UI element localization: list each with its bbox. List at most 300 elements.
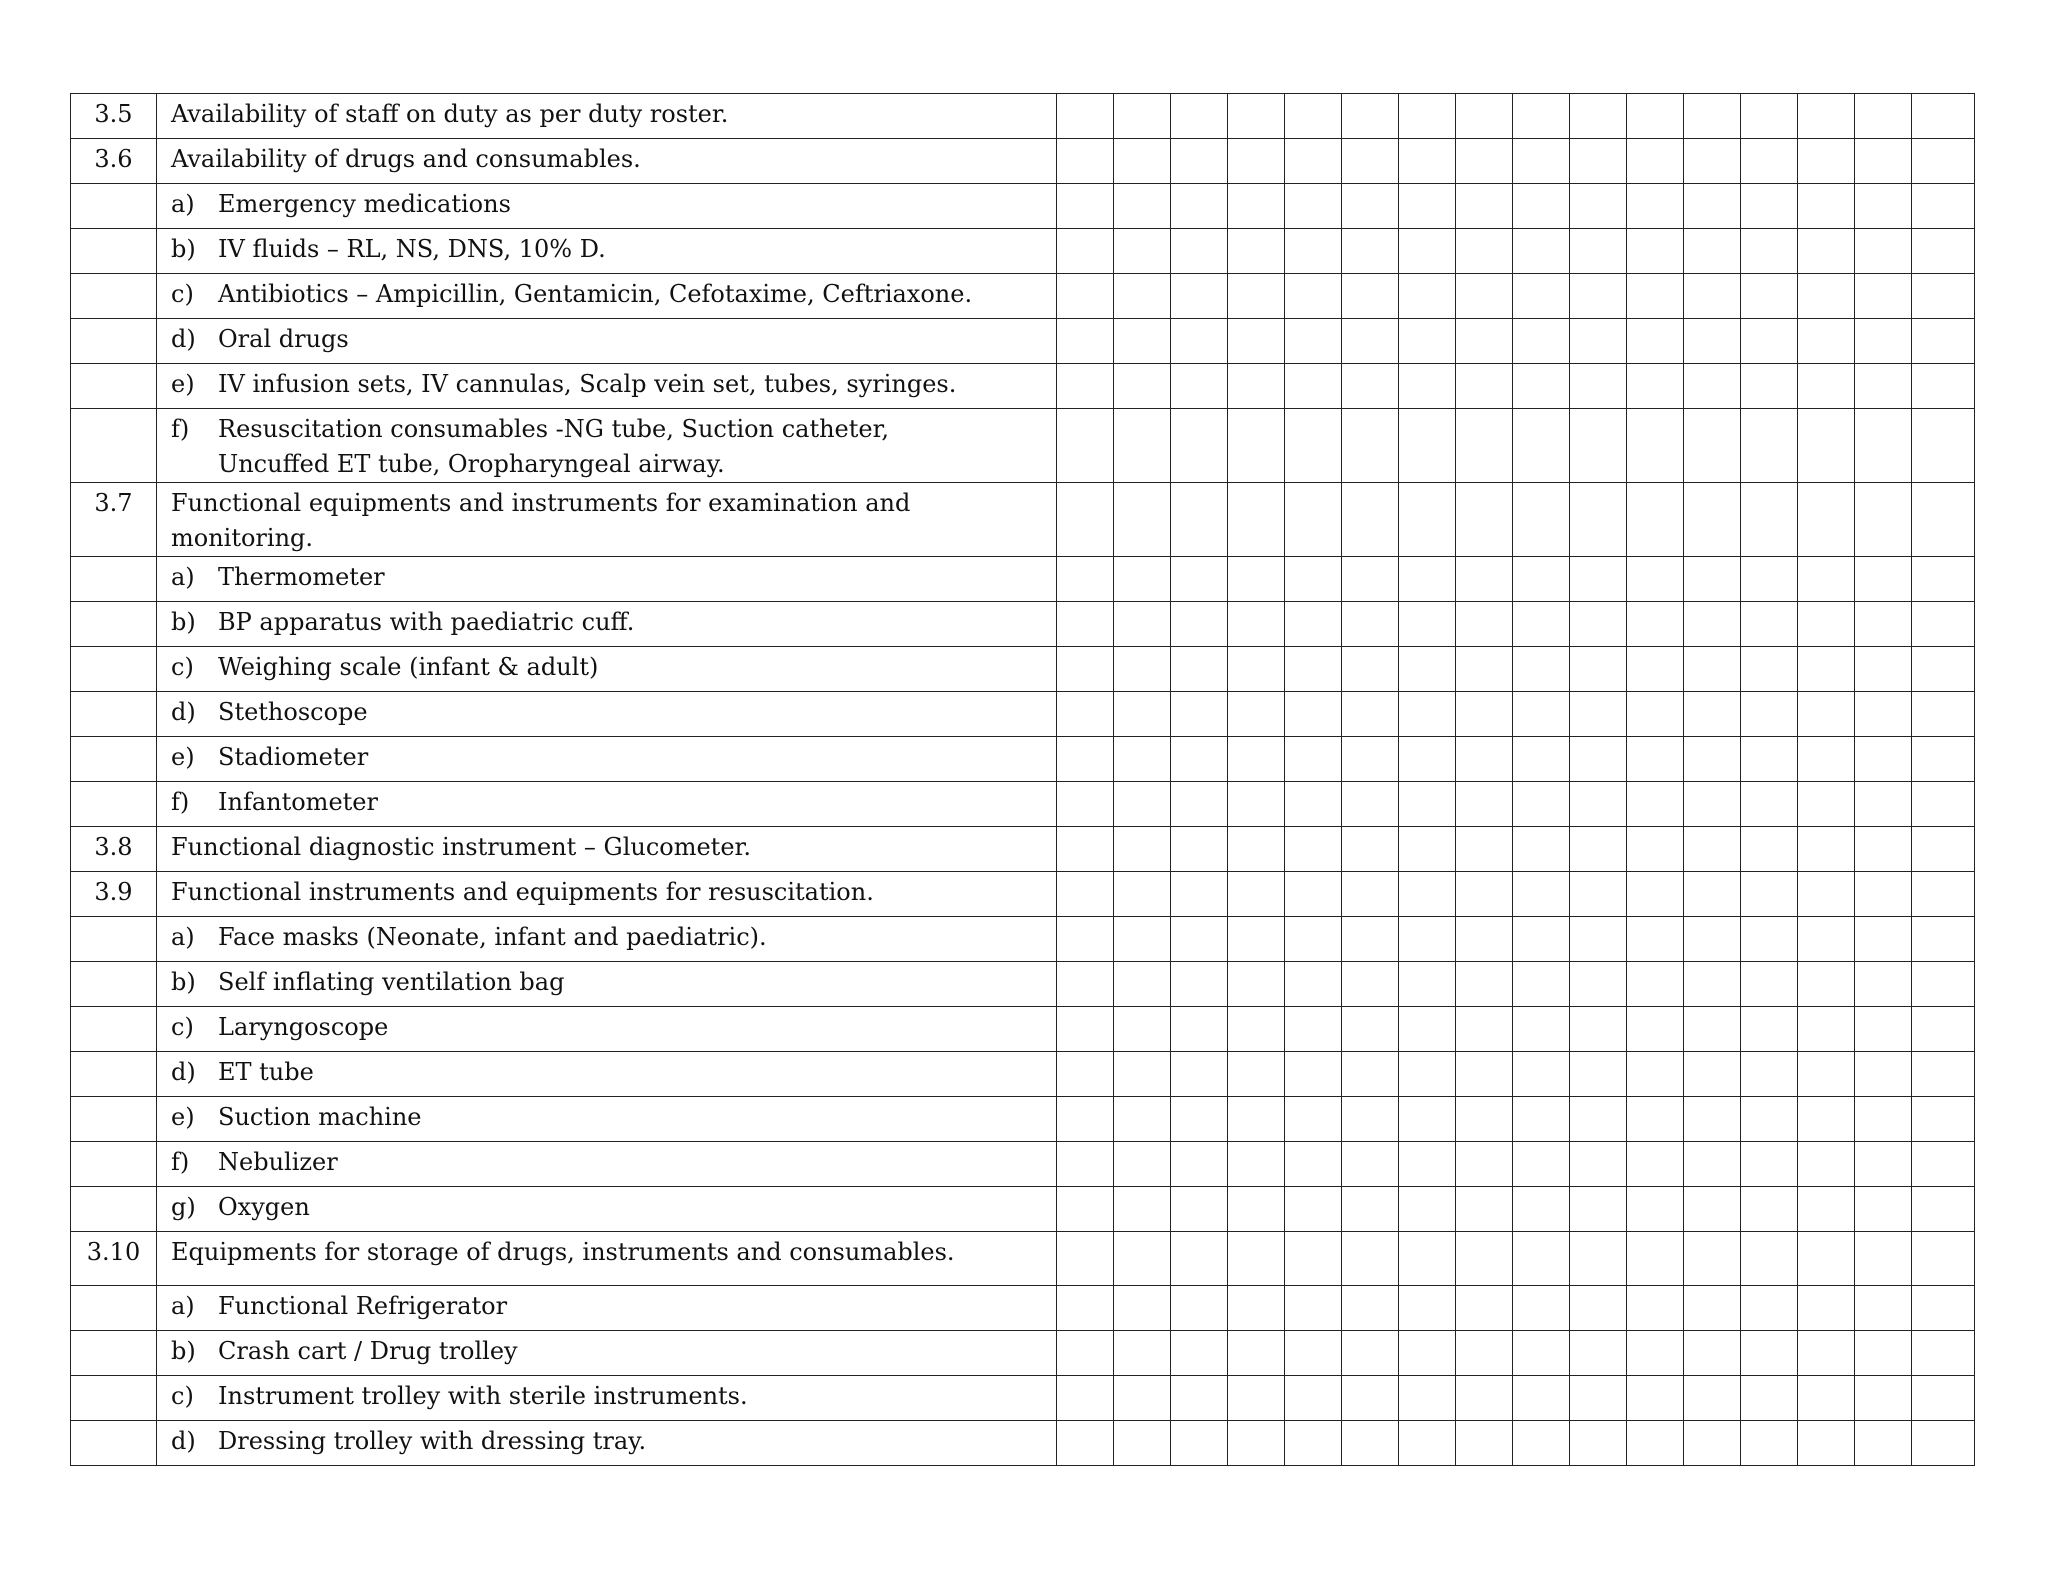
score-cell[interactable] <box>1342 364 1399 409</box>
score-cell[interactable] <box>1912 1097 1975 1142</box>
score-cell[interactable] <box>1627 872 1684 917</box>
score-cell[interactable] <box>1684 872 1741 917</box>
score-cell[interactable] <box>1855 1052 1912 1097</box>
score-cell[interactable] <box>1855 962 1912 1007</box>
score-cell[interactable] <box>1114 557 1171 602</box>
score-cell[interactable] <box>1798 1097 1855 1142</box>
score-cell[interactable] <box>1342 139 1399 184</box>
score-cell[interactable] <box>1570 364 1627 409</box>
score-cell[interactable] <box>1570 1331 1627 1376</box>
score-cell[interactable] <box>1741 139 1798 184</box>
score-cell[interactable] <box>1171 1187 1228 1232</box>
score-cell[interactable] <box>1684 229 1741 274</box>
score-cell[interactable] <box>1798 94 1855 139</box>
score-cell[interactable] <box>1855 1286 1912 1331</box>
score-cell[interactable] <box>1513 827 1570 872</box>
score-cell[interactable] <box>1057 139 1114 184</box>
score-cell[interactable] <box>1057 962 1114 1007</box>
score-cell[interactable] <box>1456 1007 1513 1052</box>
score-cell[interactable] <box>1228 1286 1285 1331</box>
score-cell[interactable] <box>1114 827 1171 872</box>
score-cell[interactable] <box>1741 483 1798 557</box>
score-cell[interactable] <box>1285 962 1342 1007</box>
score-cell[interactable] <box>1171 1142 1228 1187</box>
score-cell[interactable] <box>1912 602 1975 647</box>
score-cell[interactable] <box>1171 1376 1228 1421</box>
score-cell[interactable] <box>1342 872 1399 917</box>
score-cell[interactable] <box>1171 557 1228 602</box>
score-cell[interactable] <box>1228 184 1285 229</box>
score-cell[interactable] <box>1342 184 1399 229</box>
score-cell[interactable] <box>1912 1232 1975 1286</box>
score-cell[interactable] <box>1627 647 1684 692</box>
score-cell[interactable] <box>1798 1376 1855 1421</box>
score-cell[interactable] <box>1171 1232 1228 1286</box>
score-cell[interactable] <box>1342 94 1399 139</box>
score-cell[interactable] <box>1114 139 1171 184</box>
score-cell[interactable] <box>1741 274 1798 319</box>
score-cell[interactable] <box>1228 647 1285 692</box>
score-cell[interactable] <box>1399 827 1456 872</box>
score-cell[interactable] <box>1171 647 1228 692</box>
score-cell[interactable] <box>1741 1007 1798 1052</box>
score-cell[interactable] <box>1342 602 1399 647</box>
score-cell[interactable] <box>1171 737 1228 782</box>
score-cell[interactable] <box>1456 1331 1513 1376</box>
score-cell[interactable] <box>1627 782 1684 827</box>
score-cell[interactable] <box>1741 962 1798 1007</box>
score-cell[interactable] <box>1570 872 1627 917</box>
score-cell[interactable] <box>1741 184 1798 229</box>
score-cell[interactable] <box>1798 647 1855 692</box>
score-cell[interactable] <box>1228 1376 1285 1421</box>
score-cell[interactable] <box>1057 229 1114 274</box>
score-cell[interactable] <box>1798 409 1855 483</box>
score-cell[interactable] <box>1798 737 1855 782</box>
score-cell[interactable] <box>1114 483 1171 557</box>
score-cell[interactable] <box>1855 184 1912 229</box>
score-cell[interactable] <box>1513 602 1570 647</box>
score-cell[interactable] <box>1342 647 1399 692</box>
score-cell[interactable] <box>1171 274 1228 319</box>
score-cell[interactable] <box>1057 1142 1114 1187</box>
score-cell[interactable] <box>1798 602 1855 647</box>
score-cell[interactable] <box>1171 1421 1228 1466</box>
score-cell[interactable] <box>1456 94 1513 139</box>
score-cell[interactable] <box>1912 647 1975 692</box>
score-cell[interactable] <box>1228 139 1285 184</box>
score-cell[interactable] <box>1456 1421 1513 1466</box>
score-cell[interactable] <box>1570 917 1627 962</box>
score-cell[interactable] <box>1912 1421 1975 1466</box>
score-cell[interactable] <box>1285 409 1342 483</box>
score-cell[interactable] <box>1627 1142 1684 1187</box>
score-cell[interactable] <box>1570 94 1627 139</box>
score-cell[interactable] <box>1399 962 1456 1007</box>
score-cell[interactable] <box>1114 1187 1171 1232</box>
score-cell[interactable] <box>1627 557 1684 602</box>
score-cell[interactable] <box>1684 782 1741 827</box>
score-cell[interactable] <box>1342 483 1399 557</box>
score-cell[interactable] <box>1285 1376 1342 1421</box>
score-cell[interactable] <box>1057 647 1114 692</box>
score-cell[interactable] <box>1684 1286 1741 1331</box>
score-cell[interactable] <box>1285 827 1342 872</box>
score-cell[interactable] <box>1570 274 1627 319</box>
score-cell[interactable] <box>1456 647 1513 692</box>
score-cell[interactable] <box>1285 737 1342 782</box>
score-cell[interactable] <box>1342 409 1399 483</box>
score-cell[interactable] <box>1855 1097 1912 1142</box>
score-cell[interactable] <box>1342 692 1399 737</box>
score-cell[interactable] <box>1513 483 1570 557</box>
score-cell[interactable] <box>1399 274 1456 319</box>
score-cell[interactable] <box>1912 1376 1975 1421</box>
score-cell[interactable] <box>1627 917 1684 962</box>
score-cell[interactable] <box>1114 1007 1171 1052</box>
score-cell[interactable] <box>1057 827 1114 872</box>
score-cell[interactable] <box>1285 647 1342 692</box>
score-cell[interactable] <box>1570 184 1627 229</box>
score-cell[interactable] <box>1627 409 1684 483</box>
score-cell[interactable] <box>1285 557 1342 602</box>
score-cell[interactable] <box>1057 364 1114 409</box>
score-cell[interactable] <box>1912 319 1975 364</box>
score-cell[interactable] <box>1684 1052 1741 1097</box>
score-cell[interactable] <box>1399 557 1456 602</box>
score-cell[interactable] <box>1456 364 1513 409</box>
score-cell[interactable] <box>1171 1052 1228 1097</box>
score-cell[interactable] <box>1627 184 1684 229</box>
score-cell[interactable] <box>1342 1187 1399 1232</box>
score-cell[interactable] <box>1057 1187 1114 1232</box>
score-cell[interactable] <box>1285 1232 1342 1286</box>
score-cell[interactable] <box>1057 692 1114 737</box>
score-cell[interactable] <box>1114 274 1171 319</box>
score-cell[interactable] <box>1342 782 1399 827</box>
score-cell[interactable] <box>1912 409 1975 483</box>
score-cell[interactable] <box>1627 483 1684 557</box>
score-cell[interactable] <box>1855 557 1912 602</box>
score-cell[interactable] <box>1057 602 1114 647</box>
score-cell[interactable] <box>1513 229 1570 274</box>
score-cell[interactable] <box>1171 184 1228 229</box>
score-cell[interactable] <box>1456 229 1513 274</box>
score-cell[interactable] <box>1912 184 1975 229</box>
score-cell[interactable] <box>1627 319 1684 364</box>
score-cell[interactable] <box>1456 917 1513 962</box>
score-cell[interactable] <box>1627 139 1684 184</box>
score-cell[interactable] <box>1285 1286 1342 1331</box>
score-cell[interactable] <box>1513 782 1570 827</box>
score-cell[interactable] <box>1912 1331 1975 1376</box>
score-cell[interactable] <box>1285 1187 1342 1232</box>
score-cell[interactable] <box>1057 184 1114 229</box>
score-cell[interactable] <box>1570 1421 1627 1466</box>
score-cell[interactable] <box>1171 692 1228 737</box>
score-cell[interactable] <box>1570 827 1627 872</box>
score-cell[interactable] <box>1342 274 1399 319</box>
score-cell[interactable] <box>1855 1421 1912 1466</box>
score-cell[interactable] <box>1627 737 1684 782</box>
score-cell[interactable] <box>1684 1007 1741 1052</box>
score-cell[interactable] <box>1171 409 1228 483</box>
score-cell[interactable] <box>1228 737 1285 782</box>
score-cell[interactable] <box>1513 1421 1570 1466</box>
score-cell[interactable] <box>1513 1142 1570 1187</box>
score-cell[interactable] <box>1798 1007 1855 1052</box>
score-cell[interactable] <box>1057 274 1114 319</box>
score-cell[interactable] <box>1171 782 1228 827</box>
score-cell[interactable] <box>1855 917 1912 962</box>
score-cell[interactable] <box>1912 483 1975 557</box>
score-cell[interactable] <box>1456 274 1513 319</box>
score-cell[interactable] <box>1399 229 1456 274</box>
score-cell[interactable] <box>1798 184 1855 229</box>
score-cell[interactable] <box>1798 1331 1855 1376</box>
score-cell[interactable] <box>1228 602 1285 647</box>
score-cell[interactable] <box>1342 1097 1399 1142</box>
score-cell[interactable] <box>1627 1376 1684 1421</box>
score-cell[interactable] <box>1171 1097 1228 1142</box>
score-cell[interactable] <box>1456 827 1513 872</box>
score-cell[interactable] <box>1171 229 1228 274</box>
score-cell[interactable] <box>1114 737 1171 782</box>
score-cell[interactable] <box>1798 557 1855 602</box>
score-cell[interactable] <box>1570 1286 1627 1331</box>
score-cell[interactable] <box>1114 1286 1171 1331</box>
score-cell[interactable] <box>1456 1376 1513 1421</box>
score-cell[interactable] <box>1684 647 1741 692</box>
score-cell[interactable] <box>1114 692 1171 737</box>
score-cell[interactable] <box>1798 1286 1855 1331</box>
score-cell[interactable] <box>1570 1187 1627 1232</box>
score-cell[interactable] <box>1456 483 1513 557</box>
score-cell[interactable] <box>1570 409 1627 483</box>
score-cell[interactable] <box>1228 1232 1285 1286</box>
score-cell[interactable] <box>1399 1007 1456 1052</box>
score-cell[interactable] <box>1228 827 1285 872</box>
score-cell[interactable] <box>1285 274 1342 319</box>
score-cell[interactable] <box>1627 1007 1684 1052</box>
score-cell[interactable] <box>1798 229 1855 274</box>
score-cell[interactable] <box>1228 364 1285 409</box>
score-cell[interactable] <box>1741 1331 1798 1376</box>
score-cell[interactable] <box>1456 872 1513 917</box>
score-cell[interactable] <box>1285 1052 1342 1097</box>
score-cell[interactable] <box>1684 184 1741 229</box>
score-cell[interactable] <box>1684 483 1741 557</box>
score-cell[interactable] <box>1285 692 1342 737</box>
score-cell[interactable] <box>1684 1097 1741 1142</box>
score-cell[interactable] <box>1399 647 1456 692</box>
score-cell[interactable] <box>1855 1187 1912 1232</box>
score-cell[interactable] <box>1228 782 1285 827</box>
score-cell[interactable] <box>1114 184 1171 229</box>
score-cell[interactable] <box>1228 872 1285 917</box>
score-cell[interactable] <box>1342 319 1399 364</box>
score-cell[interactable] <box>1684 962 1741 1007</box>
score-cell[interactable] <box>1114 1097 1171 1142</box>
score-cell[interactable] <box>1171 1286 1228 1331</box>
score-cell[interactable] <box>1342 737 1399 782</box>
score-cell[interactable] <box>1399 782 1456 827</box>
score-cell[interactable] <box>1741 1052 1798 1097</box>
score-cell[interactable] <box>1855 483 1912 557</box>
score-cell[interactable] <box>1855 647 1912 692</box>
score-cell[interactable] <box>1741 409 1798 483</box>
score-cell[interactable] <box>1855 782 1912 827</box>
score-cell[interactable] <box>1855 1007 1912 1052</box>
score-cell[interactable] <box>1399 139 1456 184</box>
score-cell[interactable] <box>1570 1232 1627 1286</box>
score-cell[interactable] <box>1855 827 1912 872</box>
score-cell[interactable] <box>1684 1376 1741 1421</box>
score-cell[interactable] <box>1114 1142 1171 1187</box>
score-cell[interactable] <box>1513 94 1570 139</box>
score-cell[interactable] <box>1114 962 1171 1007</box>
score-cell[interactable] <box>1627 1187 1684 1232</box>
score-cell[interactable] <box>1798 274 1855 319</box>
score-cell[interactable] <box>1741 94 1798 139</box>
score-cell[interactable] <box>1798 1232 1855 1286</box>
score-cell[interactable] <box>1114 647 1171 692</box>
score-cell[interactable] <box>1684 827 1741 872</box>
score-cell[interactable] <box>1456 737 1513 782</box>
score-cell[interactable] <box>1627 692 1684 737</box>
score-cell[interactable] <box>1285 872 1342 917</box>
score-cell[interactable] <box>1114 409 1171 483</box>
score-cell[interactable] <box>1285 483 1342 557</box>
score-cell[interactable] <box>1342 1376 1399 1421</box>
score-cell[interactable] <box>1912 737 1975 782</box>
score-cell[interactable] <box>1798 1142 1855 1187</box>
score-cell[interactable] <box>1456 602 1513 647</box>
score-cell[interactable] <box>1171 962 1228 1007</box>
score-cell[interactable] <box>1570 1097 1627 1142</box>
score-cell[interactable] <box>1912 364 1975 409</box>
score-cell[interactable] <box>1570 319 1627 364</box>
score-cell[interactable] <box>1342 1052 1399 1097</box>
score-cell[interactable] <box>1171 139 1228 184</box>
score-cell[interactable] <box>1684 1142 1741 1187</box>
score-cell[interactable] <box>1399 184 1456 229</box>
score-cell[interactable] <box>1456 409 1513 483</box>
score-cell[interactable] <box>1513 647 1570 692</box>
score-cell[interactable] <box>1684 557 1741 602</box>
score-cell[interactable] <box>1684 737 1741 782</box>
score-cell[interactable] <box>1912 139 1975 184</box>
score-cell[interactable] <box>1342 229 1399 274</box>
score-cell[interactable] <box>1513 1232 1570 1286</box>
score-cell[interactable] <box>1057 483 1114 557</box>
score-cell[interactable] <box>1570 1007 1627 1052</box>
score-cell[interactable] <box>1171 483 1228 557</box>
score-cell[interactable] <box>1570 962 1627 1007</box>
score-cell[interactable] <box>1513 184 1570 229</box>
score-cell[interactable] <box>1741 319 1798 364</box>
score-cell[interactable] <box>1399 1052 1456 1097</box>
score-cell[interactable] <box>1399 1142 1456 1187</box>
score-cell[interactable] <box>1912 1052 1975 1097</box>
score-cell[interactable] <box>1342 557 1399 602</box>
score-cell[interactable] <box>1684 1187 1741 1232</box>
score-cell[interactable] <box>1513 364 1570 409</box>
score-cell[interactable] <box>1570 229 1627 274</box>
score-cell[interactable] <box>1741 827 1798 872</box>
score-cell[interactable] <box>1399 94 1456 139</box>
score-cell[interactable] <box>1798 782 1855 827</box>
score-cell[interactable] <box>1171 319 1228 364</box>
score-cell[interactable] <box>1285 782 1342 827</box>
score-cell[interactable] <box>1456 1142 1513 1187</box>
score-cell[interactable] <box>1399 1097 1456 1142</box>
score-cell[interactable] <box>1855 229 1912 274</box>
score-cell[interactable] <box>1285 602 1342 647</box>
score-cell[interactable] <box>1342 1421 1399 1466</box>
score-cell[interactable] <box>1684 692 1741 737</box>
score-cell[interactable] <box>1228 94 1285 139</box>
score-cell[interactable] <box>1285 319 1342 364</box>
score-cell[interactable] <box>1285 139 1342 184</box>
score-cell[interactable] <box>1741 692 1798 737</box>
score-cell[interactable] <box>1855 1232 1912 1286</box>
score-cell[interactable] <box>1855 872 1912 917</box>
score-cell[interactable] <box>1855 139 1912 184</box>
score-cell[interactable] <box>1171 602 1228 647</box>
score-cell[interactable] <box>1456 1232 1513 1286</box>
score-cell[interactable] <box>1912 94 1975 139</box>
score-cell[interactable] <box>1057 782 1114 827</box>
score-cell[interactable] <box>1228 274 1285 319</box>
score-cell[interactable] <box>1798 872 1855 917</box>
score-cell[interactable] <box>1057 409 1114 483</box>
score-cell[interactable] <box>1399 483 1456 557</box>
score-cell[interactable] <box>1912 1007 1975 1052</box>
score-cell[interactable] <box>1855 737 1912 782</box>
score-cell[interactable] <box>1798 1421 1855 1466</box>
score-cell[interactable] <box>1057 737 1114 782</box>
score-cell[interactable] <box>1228 557 1285 602</box>
score-cell[interactable] <box>1684 274 1741 319</box>
score-cell[interactable] <box>1114 1421 1171 1466</box>
score-cell[interactable] <box>1285 184 1342 229</box>
score-cell[interactable] <box>1342 1286 1399 1331</box>
score-cell[interactable] <box>1855 274 1912 319</box>
score-cell[interactable] <box>1513 1007 1570 1052</box>
score-cell[interactable] <box>1912 782 1975 827</box>
score-cell[interactable] <box>1399 1232 1456 1286</box>
score-cell[interactable] <box>1057 1097 1114 1142</box>
score-cell[interactable] <box>1513 737 1570 782</box>
score-cell[interactable] <box>1285 364 1342 409</box>
score-cell[interactable] <box>1627 1097 1684 1142</box>
score-cell[interactable] <box>1627 94 1684 139</box>
score-cell[interactable] <box>1513 557 1570 602</box>
score-cell[interactable] <box>1399 692 1456 737</box>
score-cell[interactable] <box>1399 319 1456 364</box>
score-cell[interactable] <box>1342 1007 1399 1052</box>
score-cell[interactable] <box>1684 602 1741 647</box>
score-cell[interactable] <box>1741 917 1798 962</box>
score-cell[interactable] <box>1684 917 1741 962</box>
score-cell[interactable] <box>1741 737 1798 782</box>
score-cell[interactable] <box>1513 1286 1570 1331</box>
score-cell[interactable] <box>1057 917 1114 962</box>
score-cell[interactable] <box>1171 872 1228 917</box>
score-cell[interactable] <box>1456 782 1513 827</box>
score-cell[interactable] <box>1798 319 1855 364</box>
